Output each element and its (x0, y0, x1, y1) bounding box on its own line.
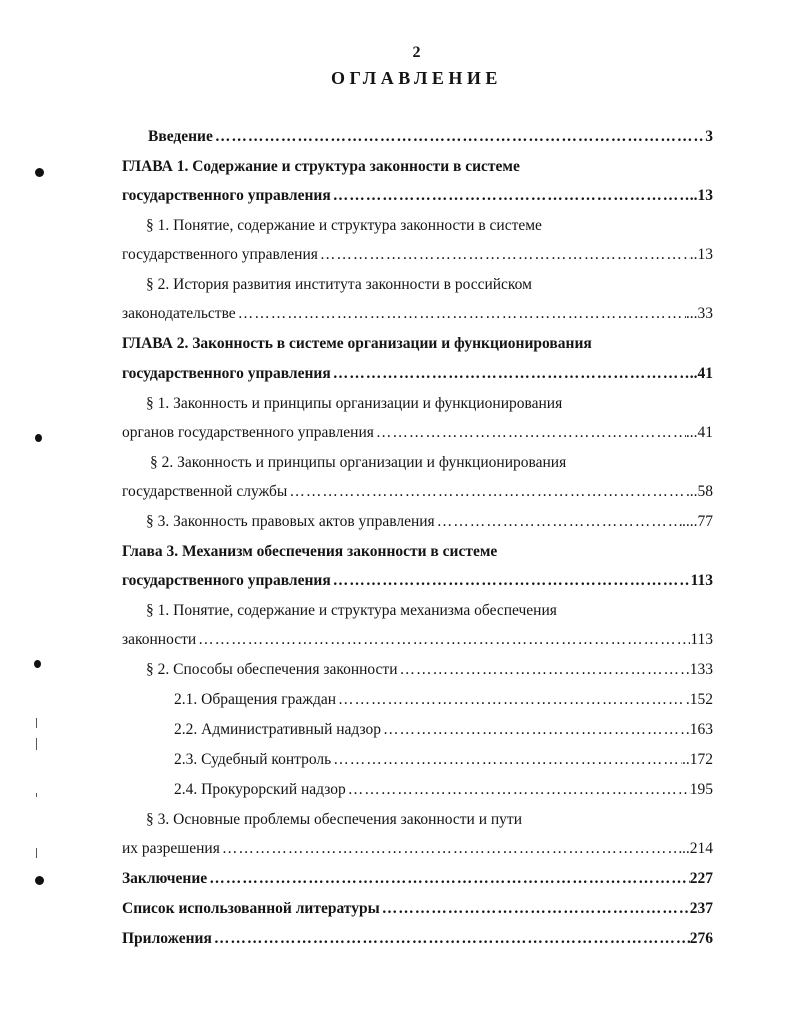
toc-entry-page: 237 (689, 900, 713, 917)
toc-leader (198, 631, 690, 649)
toc-entry-bibliography (122, 900, 713, 926)
toc-entry-text: ГЛАВА 2. Законность в системе организации и функционирования (122, 335, 592, 352)
toc-leader (215, 128, 705, 146)
toc-entry-3-2 (146, 661, 713, 687)
toc-entry-3-1-cont (122, 631, 713, 657)
toc-entry-text: Список использованной литературы (122, 900, 380, 917)
toc-entry-page: ..13 (689, 187, 713, 204)
toc-leader (209, 870, 690, 888)
toc-leader (333, 572, 691, 590)
toc-entry-page: 133 (689, 661, 713, 678)
toc-entry-2-1-cont (122, 424, 713, 450)
toc-entry-chapter-2-cont (122, 365, 713, 391)
toc-entry-chapter-1-cont (122, 187, 713, 213)
toc-entry-3-3-cont (122, 840, 713, 866)
toc-entry-text: 2.4. Прокурорский надзор (174, 781, 346, 798)
toc-entry-page: ..172 (682, 751, 713, 768)
toc-leader (333, 751, 682, 769)
toc-entry-1-2-cont (122, 305, 713, 331)
margin-mark-1 (35, 168, 44, 177)
toc-entry-appendices (122, 930, 713, 956)
toc-leader (238, 305, 686, 323)
toc-entry-3-2-3 (174, 751, 713, 777)
margin-mark-4 (35, 876, 44, 885)
toc-entry-page: 113 (690, 572, 713, 589)
toc-entry-text: ГЛАВА 1. Содержание и структура законности в системе (122, 158, 520, 175)
toc-entry-text: § 1. Понятие, содержание и структура механизма обеспечения (146, 602, 557, 619)
toc-entry-text: 2.2. Административный надзор (174, 721, 382, 738)
toc-entry-text: 2.1. Обращения граждан (174, 691, 337, 708)
toc-entry-text: законности (122, 631, 197, 648)
toc-leader (222, 840, 682, 858)
toc-entry-page: .152 (685, 691, 713, 708)
toc-entry-page: 113 (690, 631, 713, 648)
toc-entry-introduction (148, 128, 713, 154)
toc-entry-page: 163 (689, 721, 713, 738)
margin-mark-2 (35, 434, 42, 442)
toc-leader (289, 483, 689, 501)
toc-entry-conclusion (122, 870, 713, 896)
toc-leader (382, 900, 690, 918)
toc-entry-page: ...33 (685, 305, 713, 322)
toc-leader (400, 661, 690, 679)
toc-entry-text: § 2. Способы обеспечения законности (146, 661, 398, 678)
toc-leader (320, 246, 690, 264)
margin-tick-3 (36, 793, 37, 797)
toc-entry-2-3 (146, 513, 713, 539)
toc-entry-text: § 1. Законность и принципы организации и функционирования (146, 395, 563, 412)
margin-mark-3 (34, 660, 41, 668)
toc-leader (333, 365, 690, 383)
toc-entry-page: 195 (689, 781, 713, 798)
toc-entry-text: органов государственного управления (122, 424, 374, 441)
toc-entry-page: ..13 (689, 246, 713, 263)
toc-leader (214, 930, 690, 948)
margin-tick-4 (36, 848, 37, 858)
toc-entry-text: Глава 3. Механизм обеспечения законности в системе (122, 543, 498, 560)
toc-entry-3-2-1 (174, 691, 713, 717)
toc-entry-text: государственного управления (122, 572, 331, 589)
toc-entry-text: государственной службы (122, 483, 288, 500)
toc-entry-text: Введение (148, 128, 213, 145)
toc-entry-text: Приложения (122, 930, 212, 947)
toc-leader (437, 513, 682, 531)
toc-entry-3-2-2 (174, 721, 713, 747)
toc-leader (348, 781, 690, 799)
toc-entry-page: 276 (689, 930, 713, 947)
toc-entry-1-1-cont (122, 246, 713, 272)
toc-entry-chapter-1 (122, 158, 713, 184)
toc-entry-text: законодательстве (122, 305, 236, 322)
toc-entry-text: государственного управления (122, 365, 331, 382)
toc-entry-chapter-3-cont (122, 572, 713, 598)
page-number: 2 (412, 44, 421, 61)
toc-entry-1-1 (146, 217, 713, 243)
toc-entry-text: государственного управления (122, 187, 331, 204)
toc-entry-text: § 2. Законность и принципы организации и функционирования (150, 454, 567, 471)
toc-entry-2-1 (146, 395, 713, 421)
margin-tick-1 (36, 718, 37, 728)
toc-entry-2-2-cont (122, 483, 713, 509)
toc-entry-text: § 3. Законность правовых актов управления (146, 513, 435, 530)
toc-entry-text: § 3. Основные проблемы обеспечения законности и пути (146, 811, 522, 828)
toc-leader (383, 721, 690, 739)
toc-entry-page: ..214 (682, 840, 713, 857)
toc-entry-2-2 (150, 454, 713, 480)
toc-entry-page: ..58 (689, 483, 713, 500)
toc-entry-chapter-2 (122, 335, 713, 361)
toc-entry-text: их разрешения (122, 840, 220, 857)
toc-entry-text: государственного управления (122, 246, 318, 263)
toc-entry-1-2 (146, 276, 713, 302)
toc-entry-3-3 (146, 811, 713, 837)
toc-entry-page: ..41 (689, 365, 713, 382)
toc-entry-text: Заключение (122, 870, 208, 887)
toc-entry-3-1 (146, 602, 713, 628)
toc-entry-page: ....77 (682, 513, 713, 530)
toc-leader (338, 691, 686, 709)
margin-tick-2 (36, 738, 37, 750)
toc-entry-page: 227 (689, 870, 713, 887)
toc-entry-text: § 1. Понятие, содержание и структура законности в системе (146, 217, 542, 234)
toc-entry-text: 2.3. Судебный контроль (174, 751, 332, 768)
toc-title: ОГЛАВЛЕНИЕ (331, 68, 502, 88)
toc-entry-page: 3 (705, 128, 713, 145)
toc-entry-text: § 2. История развития института законности в российском (146, 276, 532, 293)
toc-leader (376, 424, 686, 442)
toc-entry-chapter-3 (122, 543, 713, 569)
toc-entry-page: ...41 (685, 424, 713, 441)
toc-leader (333, 187, 690, 205)
toc-entry-3-2-4 (174, 781, 713, 807)
